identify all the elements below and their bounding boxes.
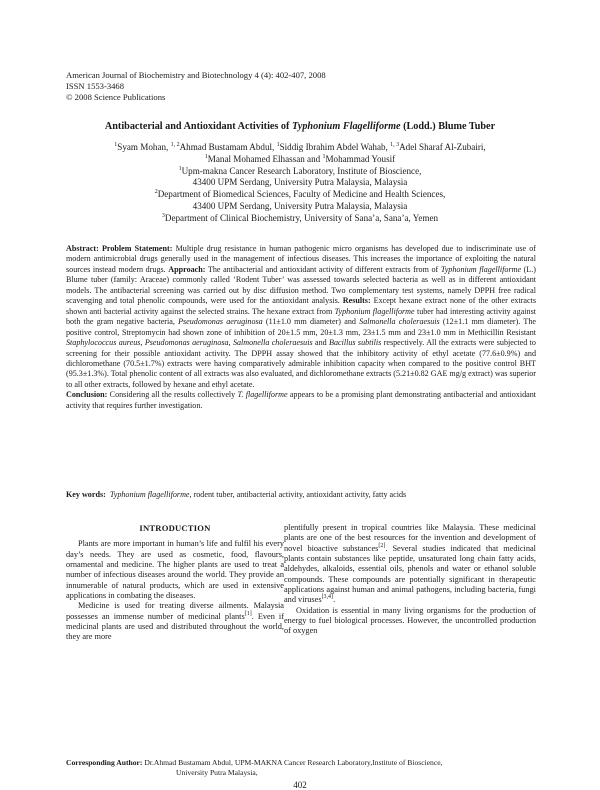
column-right (284, 523, 536, 637)
corresponding-author: Corresponding Author: Dr.Ahmad Bustamam Abdul, UPM-MAKNA Cancer Research Laboratory,Institute of Bioscience, University Putra Malaysia, (66, 758, 443, 777)
section-heading-introduction: INTRODUCTION (139, 523, 211, 533)
intro-paragraph-3: plentifully present in tropical countries like Malaysia. These medicinal plants are one of the best resources for the invention and development of novel bioactive substances[2]. Several studies indicated that medicinal plants contain substances like peptide, unsaturated long chain fatty acids, aldehydes, alkaloids, essential oils, phenols and water or ethanol soluble compounds. These compounds are potentially significant in therapeutic applications against human and animal pathogens, including bacteria, fungi and viruses[3,4]. (284, 523, 536, 605)
paper-title: Antibacterial and Antioxidant Activities of Typhonium Flagelliforme (Lodd.) Blume Tuber (104, 121, 496, 132)
abstract-conclusion: Conclusion: Considering all the results collectively T. flagelliforme appears to be a promising plant demonstrating antibacterial and antioxidant activity that requires further investigation. (66, 390, 537, 410)
keywords: Key words: Typhonium flagelliforme, rodent tuber, antibacterial activity, antioxidant activity, fatty acids (66, 490, 407, 499)
keywords-label: Key words: (66, 490, 106, 499)
intro-paragraph-2: Medicine is used for treating diverse ailments. Malaysia possesses an immense number of medicinal plants[1]. Even if medicinal plants are used and distributed throughout the world, they are more (66, 601, 284, 642)
author-block (40, 142, 560, 225)
abstract (66, 244, 536, 411)
affiliation-2-address: 43400 UPM Serdang, University Putra Malaysia, Malaysia (192, 200, 408, 211)
title-species: Typhonium Flagelliforme (291, 121, 401, 132)
affiliation-2: $^2$Department of Biomedical Sciences, Faculty of Medicine and Health Sciences, (154, 189, 446, 200)
journal-header (66, 70, 536, 103)
column-left (66, 523, 284, 643)
author-line-1: $^1$Syam Mohan, $^{1, 2}$Ahmad Bustamam Abdul, $^1$Siddig Ibrahim Abdel Wahab, $^{1, 3}$Adel Sharaf Al-Zubairi, (114, 141, 486, 152)
affiliation-1: $^1$Upm-makna Cancer Research Laboratory, Institute of Bioscience, (178, 165, 422, 176)
affiliation-3: $^3$Department of Clinical Biochemistry, University of Sana’a, Sana’a, Yemen (161, 212, 439, 223)
journal-citation: American Journal of Biochemistry and Biotechnology 4 (4): 402-407, 2008 (66, 70, 326, 80)
intro-paragraph-4: Oxidation is essential in many living organisms for the production of energy to fuel biological processes. However, the uncontrolled production of oxygen (284, 605, 536, 636)
journal-copyright: © 2008 Science Publications (66, 92, 166, 102)
affiliation-1-address: 43400 UPM Serdang, University Putra Malaysia, Malaysia (192, 177, 408, 188)
journal-issn: ISSN 1553-3468 (66, 81, 125, 91)
abstract-body: Abstract: Problem Statement: Multiple drug resistance in human pathogenic micro organisms has developed due to indiscriminate use of modern antimicrobial drugs generally used in the management of infectious diseases. This increases the importance of exploiting the natural sources instead modern drugs. Approach: The antibacterial and antioxidant activity of different extracts from of Typhonium flagelliforme (L.) Blume tuber (family: Araceae) commonly called ‘Rodent Tuber’ was assessed towards selected bacteria as well as in different antioxidant models. The antibacterial screening was carried out by disc diffusion method. Two complementary test systems, namely DPPH free radical scavenging and total phenolic compounds, were used for the antioxidant analysis. Results: Except hexane extract none of the other extracts shown anti bacterial activity against the selected strains. The hexane extract from Typhonium flagelliforme tuber had interesting activity against both the gram negative bacteria, Pseudomonas aeruginosa (11±1.0 mm diameter) and Salmonella choleraesuis (12±1.1 mm diameter). The positive control, Streptomycin had shown zone of inhibition of 20±1.5 mm, 20±1.3 mm, 23±1.5 mm and 23±1.0 mm in Methicillin Resistant Staphylococcus aureus, Pseudomonas aeruginosa, Salmonella choleraesuis and Bacillus subtilis respectively. All the extracts were subjected to screening for their possible antioxidant activity. The DPPH assay showed that the inhibitory activity of ethyl acetate (77.6±0.9%) and dichloromethane (70.5±1.7%) extracts were having comparatively admirable inhibition capacity when compared to the positive control BHT (95.3±1.3%). Total phenolic content of all extracts was also evaluated, and dichloromethane extracts (5.21±0.82 GAE mg/g extract) was superior to all other extracts, followed by hexane and ethyl acetate. (66, 244, 536, 389)
page-number: 402 (293, 780, 307, 790)
author-line-2: $^1$Manal Mohamed Elhassan and $^1$Mohammad Yousif (204, 153, 396, 164)
intro-paragraph-1: Plants are more important in human’s life and fulfil his every day’s needs. They are used as cosmetic, food, flavours, ornamental and medicine. The higher plants are used to treat a number of infectious diseases around the world. They provide an innumerable of natural products, which are used in extensive applications in combating the diseases. (66, 539, 284, 601)
